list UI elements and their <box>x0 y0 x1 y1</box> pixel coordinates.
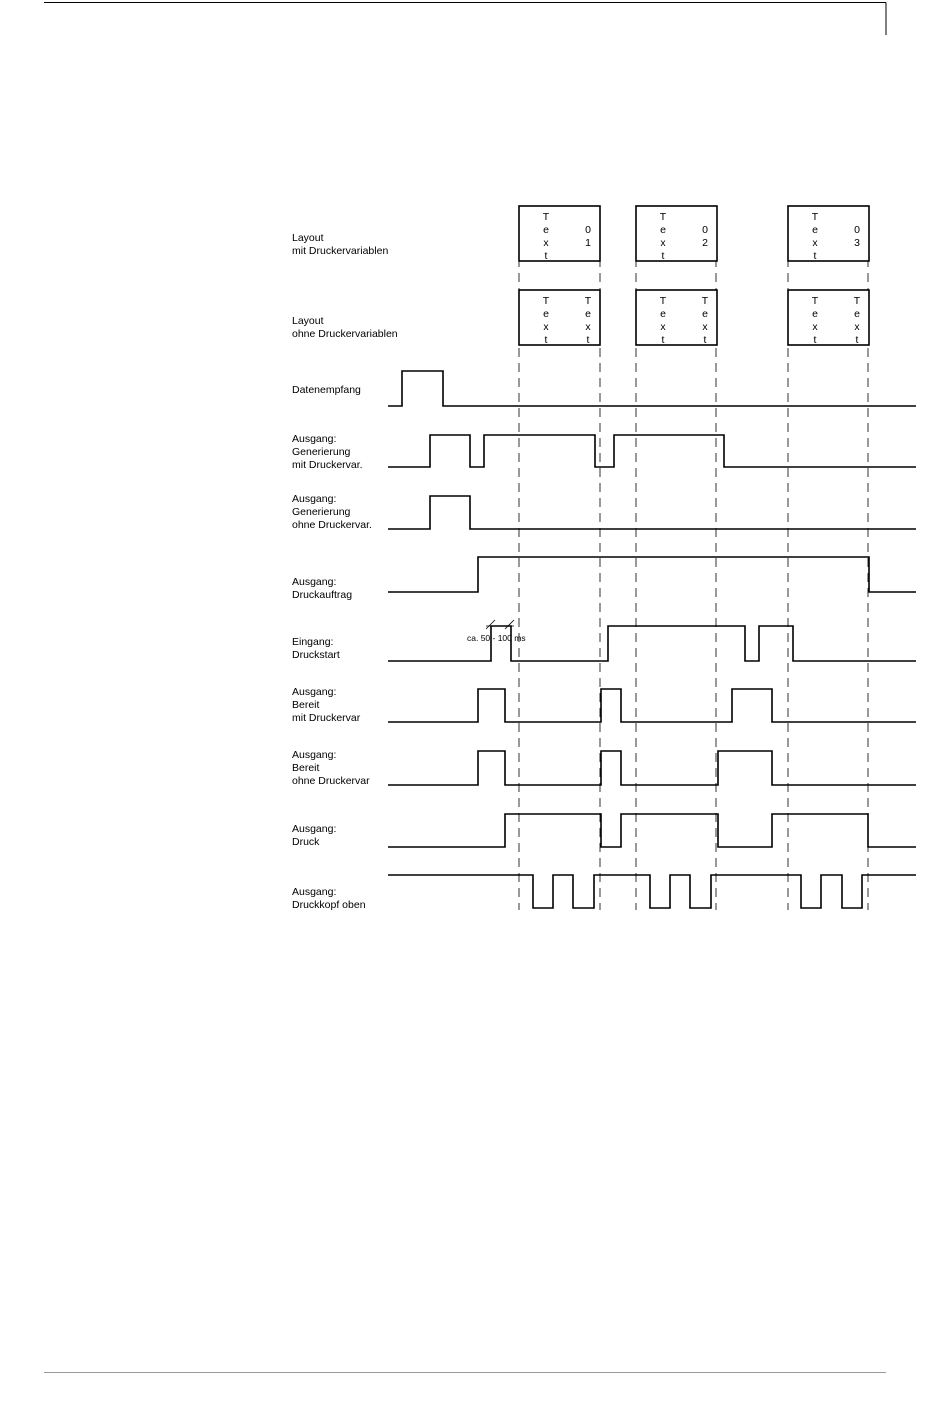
box-letter: T <box>659 211 667 223</box>
box-letter: t <box>661 334 665 346</box>
box-letter: 0 <box>702 224 708 236</box>
box-letter: e <box>660 308 666 320</box>
gen-mit-label: Ausgang: Generierung mit Druckervar. <box>292 433 363 471</box>
bereit-ohne-label: Ausgang: Bereit ohne Druckervar <box>292 749 370 787</box>
bereit-ohne-trace <box>388 751 916 785</box>
box-letter: T <box>811 211 819 223</box>
gen-mit-trace <box>388 435 916 467</box>
box-letter: x <box>585 321 591 333</box>
box-letter: x <box>854 321 860 333</box>
box-letter: t <box>661 250 665 262</box>
layout-without-vars-box-2 <box>636 290 717 346</box>
box-letter: e <box>585 308 591 320</box>
datenempfang-label: Datenempfang <box>292 384 361 396</box>
druckkopf-label: Ausgang: Druckkopf oben <box>292 886 366 911</box>
box-letter: e <box>702 308 708 320</box>
box-letter: T <box>853 295 861 307</box>
box-letter: x <box>543 321 549 333</box>
duration-tick-right <box>505 620 514 629</box>
box-letter: x <box>812 237 818 249</box>
row-labels <box>292 232 398 911</box>
box-letter: T <box>701 295 709 307</box>
layout-with-vars-box-3 <box>788 206 869 262</box>
layout-without-vars-box-3 <box>788 290 869 346</box>
box-letter: T <box>659 295 667 307</box>
box-letter: e <box>660 224 666 236</box>
box-letter: x <box>702 321 708 333</box>
layout-with-vars-box-1 <box>519 206 600 262</box>
time-guides <box>519 258 868 910</box>
bereit-mit-label: Ausgang: Bereit mit Druckervar <box>292 686 361 724</box>
box-letter: e <box>854 308 860 320</box>
druckstart-trace <box>388 626 916 661</box>
druck-trace <box>388 814 916 847</box>
box-letter: e <box>812 224 818 236</box>
box-letter: t <box>703 334 707 346</box>
box-letter: e <box>812 308 818 320</box>
duration-annotation <box>467 620 526 643</box>
bereit-mit-trace <box>388 689 916 722</box>
layout-with-vars-label: Layout mit Druckervariablen <box>292 232 389 257</box>
box-letter: t <box>544 250 548 262</box>
box-letter: 0 <box>585 224 591 236</box>
druckauftrag-label: Ausgang: Druckauftrag <box>292 576 353 601</box>
box-letter: t <box>586 334 590 346</box>
druckstart-label: Eingang: Druckstart <box>292 636 340 661</box>
box-letter: x <box>660 321 666 333</box>
box-letter: 2 <box>702 237 708 249</box>
box-letter: 3 <box>854 237 860 249</box>
layout-with-vars-box-2 <box>636 206 717 262</box>
box-letter: 1 <box>585 237 591 249</box>
druckauftrag-trace <box>388 557 916 592</box>
box-letter: T <box>542 295 550 307</box>
box-letter: x <box>543 237 549 249</box>
gen-ohne-label: Ausgang: Generierung ohne Druckervar. <box>292 493 372 531</box>
layout-without-vars-label: Layout ohne Druckervariablen <box>292 315 398 340</box>
box-letter: e <box>543 308 549 320</box>
druck-label: Ausgang: Druck <box>292 823 337 848</box>
box-letter: t <box>544 334 548 346</box>
box-letter: T <box>542 211 550 223</box>
box-letter: T <box>811 295 819 307</box>
box-letter: t <box>813 334 817 346</box>
box-letter: 0 <box>854 224 860 236</box>
box-letter: T <box>584 295 592 307</box>
box-letter: t <box>855 334 859 346</box>
duration-label: ca. 50 - 100 ms <box>467 633 526 643</box>
box-letter: e <box>543 224 549 236</box>
layout-without-vars-box-1 <box>519 290 600 346</box>
druckkopf-trace <box>388 875 916 908</box>
box-letter: x <box>660 237 666 249</box>
layout-boxes <box>519 206 869 346</box>
box-letter: x <box>812 321 818 333</box>
gen-ohne-trace <box>388 496 916 529</box>
box-letter: t <box>813 250 817 262</box>
datenempfang-trace <box>388 371 916 406</box>
